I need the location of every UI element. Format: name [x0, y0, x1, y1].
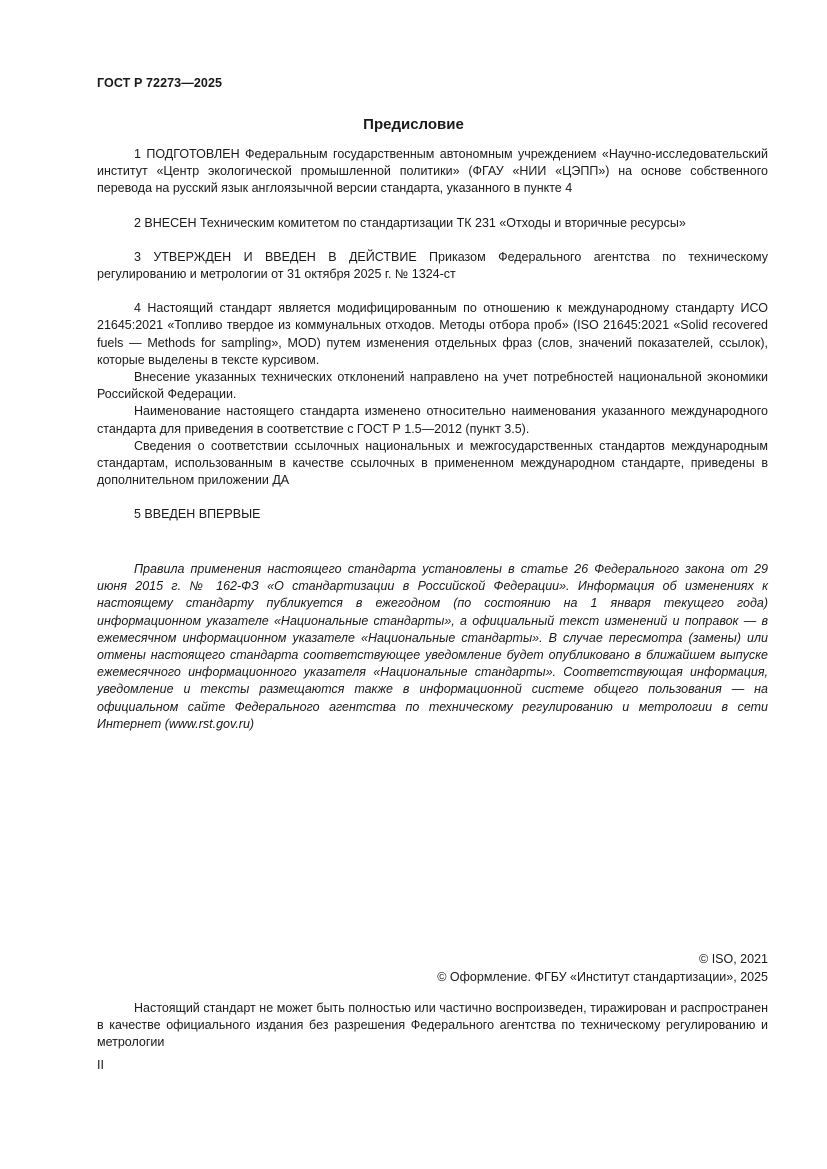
- reproduction-notice: Настоящий стандарт не может быть полностью или частично воспроизведен, тиражирован и распространен в качестве официального издания без разрешения Федерального агентства по техническому регулированию и метрологии: [97, 1001, 768, 1050]
- document-code: ГОСТ Р 72273—2025: [97, 76, 223, 90]
- copyright-iso: © ISO, 2021: [699, 952, 768, 966]
- item-2-introduced: 2 ВНЕСЕН Техническим комитетом по стандартизации ТК 231 «Отходы и вторичные ресурсы»: [134, 215, 686, 230]
- item-1-prepared: 1 ПОДГОТОВЛЕН Федеральным государственным автономным учреждением «Научно-исследовательский институт «Центр экологической промышленной политики» (ФГАУ «НИИ «ЦЭПП») на основе собственного перевода на русский язык англоязычной версии стандарта, указанного в пункте 4: [97, 147, 768, 196]
- item-4-deviations: Внесение указанных технических отклонений направлено на учет потребностей национальной экономики Российской Федерации.: [97, 370, 768, 402]
- foreword-body: [97, 146, 768, 524]
- section-title: Предисловие: [363, 116, 464, 133]
- copyright-design: © Оформление. ФГБУ «Институт стандартизации», 2025: [437, 970, 768, 984]
- item-4-modified: 4 Настоящий стандарт является модифицированным по отношению к международному стандарту ИСО 21645:2021 «Топливо твердое из коммунальных отходов. Методы отбора проб» (ISO 21645:2021 «Solid recovered fuels — Methods for sampling», MOD) путем изменения отдельных фраз (слов, значений показателей, ссылок), которые выделены в тексте курсивом.: [97, 301, 768, 367]
- item-4-title-change: Наименование настоящего стандарта изменено относительно наименования указанного международного стандарта для приведения в соответствие с ГОСТ Р 1.5—2012 (пункт 3.5).: [97, 404, 768, 436]
- page-number: II: [97, 1058, 104, 1072]
- item-5-first-introduced: 5 ВВЕДЕН ВПЕРВЫЕ: [134, 507, 261, 522]
- rules-notice: Правила применения настоящего стандарта установлены в статье 26 Федерального закона от 29 июня 2015 г. № 162-ФЗ «О стандартизации в Российской Федерации». Информация об изменениях к настоящему стандарту публикуется в ежегодном (по состоянию на 1 января текущего года) информационном указателе «Национальные стандарты», а официальный текст изменений и поправок — в ежемесячном информационном указателе «Национальные стандарты». В случае пересмотра (замены) или отмены настоящего стандарта соответствующее уведомление будет опубликовано в ближайшем выпуске ежемесячного информационного указателя «Национальные стандарты». Соответствующая информация, уведомление и тексты размещаются также в информационной системе общего пользования — на официальном сайте Федерального агентства по техническому регулированию и метрологии в сети Интернет (www.rst.gov.ru): [97, 562, 768, 731]
- item-3-approved: 3 УТВЕРЖДЕН И ВВЕДЕН В ДЕЙСТВИЕ Приказом Федерального агентства по техническому регулированию и метрологии от 31 октября 2025 г. № 1324-ст: [97, 249, 768, 282]
- item-4-references: Сведения о соответствии ссылочных национальных и межгосударственных стандартов международным стандартам, использованным в качестве ссылочных в примененном международном стандарте, приведены в дополнительном приложении ДА: [97, 438, 768, 488]
- copyright-block: [437, 950, 768, 986]
